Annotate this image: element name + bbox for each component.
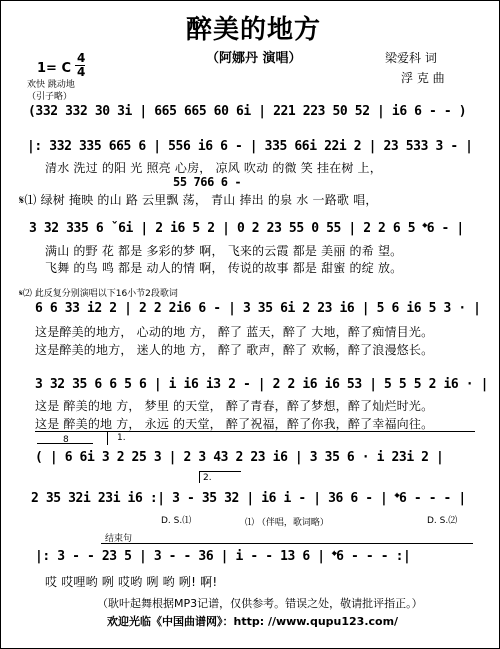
- lyrics-row-2-verse-2: 𝄋⑴ 绿树 掩映 的山 路 云里飘 荡， 青山 捧出 的泉 水 一路歌 唱，: [19, 193, 378, 207]
- ending-label: 结束句: [105, 534, 133, 544]
- octave-label: 8: [63, 435, 69, 445]
- score-row-3: 3 32 335 6 ˇ6i | 2 i6 5 2 | 0 2 23 55 0 55 | 2 2 6 5 𝄌6 - |: [29, 221, 464, 236]
- lyrics-row-4-verse-2: 这是醉美的地方， 迷人的地 方， 醉了 歌声，醉了 欢畅，醉了浪漫悠长。: [35, 343, 434, 357]
- volta-2-line: [199, 471, 241, 472]
- time-signature-bottom: 4: [77, 65, 86, 79]
- ds-2: D. S.⑵: [427, 516, 458, 526]
- score-row-6: ( | 6 6i 3 2 25 3 | 2 3 43 2 23 i6 | 3 35 6 · i 23i 2 |: [35, 450, 444, 465]
- lyrics-row-3-verse-2: 飞舞 的鸟 鸣 都是 动人的情 啊， 传说的故事 都是 甜蜜 的绽 放。: [45, 261, 403, 275]
- singer-credit: （阿娜丹 演唱）: [206, 51, 302, 66]
- score-row-1: (332 332 30 3i | 665 665 60 6i | 221 223 50 52 | i6 6 - - ): [28, 104, 467, 119]
- lyrics-row-4-verse-1: 这是醉美的地方， 心动的地 方， 醉了 蓝天，醉了 大地，醉了痴情目光。: [35, 325, 434, 339]
- score-row-5: 3 32 35 6 6 5 6 | i i6 i3 2 - | 2 2 i6 i6 53 | 5 5 5 2 i6 · |: [35, 377, 489, 392]
- volta-line: [35, 431, 475, 432]
- tempo-marking: 欢快 跳动地: [27, 80, 75, 90]
- transcriber-note: （耿叶起舞根据MP3记谱，仅供参考。错误之处，敬请批评指正。）: [97, 597, 423, 610]
- volta-2-tick: [199, 471, 200, 483]
- intro-note: （引子略）: [27, 92, 73, 102]
- time-signature-top: 4: [77, 51, 86, 65]
- repeat-instruction: 𝄋⑵ 此反复分别演唱以下16小节2段歌词: [19, 289, 178, 299]
- song-title: 醉美的地方: [186, 15, 322, 45]
- lyrics-ending: 哎 哎哩哟 咧 哎哟 咧 哟 咧! 啊!: [45, 575, 218, 589]
- lyrics-row-5-verse-2: 这是 醉美的地 方， 永远 的天堂， 醉了祝福，醉了你我，醉了幸福向往。: [35, 417, 434, 431]
- score-row-2-alt: 55 766 6 -: [173, 175, 242, 189]
- volta-2-label: 2.: [203, 473, 212, 483]
- ending-line: [101, 543, 473, 544]
- volta-1-tick: [107, 431, 108, 445]
- volta-1-label: 1.: [117, 433, 126, 443]
- ds-1: D. S.⑴: [161, 516, 192, 526]
- lyrics-row-2-verse-1: 清水 洗过 的阳 光 照亮 心房， 凉风 吹动 的微 笑 挂在树 上，: [45, 161, 382, 175]
- key-signature: 1= C: [37, 61, 72, 76]
- site-credit: 欢迎光临《中国曲谱网》：http: //www.qupu123.com/: [107, 615, 399, 628]
- composer: 浮 克 曲: [401, 71, 445, 85]
- score-row-4: 6 6 33 i2 2 | 2 2 2i6 6 - | 3 35 6i 2 23 i6 | 5 6 i6 5 3 · |: [35, 301, 481, 316]
- lyrics-row-5-verse-1: 这是 醉美的地 方， 梦里 的天堂， 醉了青春，醉了梦想，醉了灿烂时光。: [35, 399, 434, 413]
- score-row-2: |: 332 335 665 6 | 556 i6 6 - | 335 66i 22i 2 | 23 533 3 - |: [27, 139, 473, 154]
- lyricist: 梁爱科 词: [385, 51, 437, 65]
- chorus-note: ⑴ （伴唱，歌词略）: [245, 518, 329, 528]
- score-row-7: 2 35 32i 23i i6 :| 3 - 35 32 | i6 i - | 36 6 - | 𝄌6 - - - |: [31, 491, 466, 506]
- score-row-8: |: 3 - - 23 5 | 3 - - 36 | i - - 13 6 | 𝄌6 - - - :|: [35, 549, 411, 564]
- lyrics-row-3-verse-1: 满山 的野 花 都是 多彩的梦 啊， 飞来的云霞 都是 美丽 的希 望。: [45, 244, 403, 258]
